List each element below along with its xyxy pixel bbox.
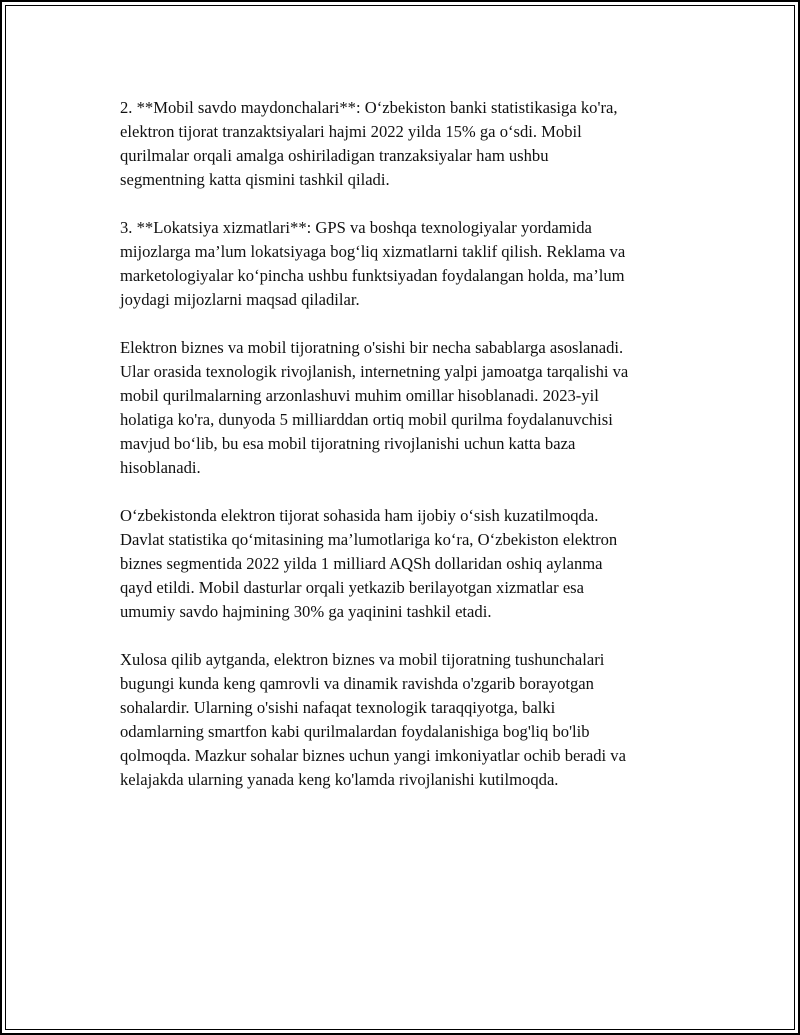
text-line: odamlarning smartfon kabi qurilmalardan foydalanishiga bog'liq bo'lib xyxy=(120,722,590,741)
text-line: hisoblanadi. xyxy=(120,458,201,477)
text-line: sohalardir. Ularning o'sishi nafaqat texnologik taraqqiyotga, balki xyxy=(120,698,556,717)
text-line: holatiga ko'ra, dunyoda 5 milliarddan ortiq mobil qurilma foydalanuvchisi xyxy=(120,410,613,429)
text-line: mijozlarga ma’lum lokatsiyaga bog‘liq xizmatlarni taklif qilish. Reklama va xyxy=(120,242,626,261)
text-line: elektron tijorat tranzaktsiyalari hajmi 2022 yilda 15% ga o‘sdi. Mobil xyxy=(120,122,582,141)
text-line: marketologiyalar ko‘pincha ushbu funktsiyadan foydalangan holda, ma’lum xyxy=(120,266,625,285)
text-line: O‘zbekistonda elektron tijorat sohasida ham ijobiy o‘sish kuzatilmoqda. xyxy=(120,506,599,525)
text-line: bugungi kunda keng qamrovli va dinamik ravishda o'zgarib borayotgan xyxy=(120,674,594,693)
text-line: Xulosa qilib aytganda, elektron biznes va mobil tijoratning tushunchalari xyxy=(120,650,605,669)
text-line: qayd etildi. Mobil dasturlar orqali yetkazib berilayotgan xizmatlar esa xyxy=(120,578,585,597)
text-line: qolmoqda. Mazkur sohalar biznes uchun yangi imkoniyatlar ochib beradi va xyxy=(120,746,626,765)
text-line: Ular orasida texnologik rivojlanish, internetning yalpi jamoatga tarqalishi va xyxy=(120,362,629,381)
text-line: mavjud bo‘lib, bu esa mobil tijoratning rivojlanishi uchun katta baza xyxy=(120,434,576,453)
text-line: qurilmalar orqali amalga oshiriladigan tranzaksiyalar ham ushbu xyxy=(120,146,549,165)
text-line: mobil qurilmalarning arzonlashuvi muhim omillar hisoblanadi. 2023-yil xyxy=(120,386,599,405)
text-line: Elektron biznes va mobil tijoratning o'sishi bir necha sabablarga asoslanadi. xyxy=(120,338,624,357)
text-line: kelajakda ularning yanada keng ko'lamda rivojlanishi kutilmoqda. xyxy=(120,770,559,789)
text-line: joydagi mijozlarni maqsad qiladilar. xyxy=(120,290,360,309)
text-line: umumiy savdo hajmining 30% ga yaqinini tashkil etadi. xyxy=(120,602,492,621)
text-line: biznes segmentida 2022 yilda 1 milliard AQSh dollaridan oshiq aylanma xyxy=(120,554,603,573)
text-line: 2. **Mobil savdo maydonchalari**: O‘zbekiston banki statistikasiga ko'ra, xyxy=(120,98,618,117)
text-line: segmentning katta qismini tashkil qiladi. xyxy=(120,170,390,189)
paragraph-conclusion xyxy=(120,648,695,792)
paragraph-growth-reasons xyxy=(120,336,695,480)
document-body xyxy=(120,96,695,816)
text-line: 3. **Lokatsiya xizmatlari**: GPS va boshqa texnologiyalar yordamida xyxy=(120,218,592,237)
paragraph-mobile-trading-platforms xyxy=(120,96,695,192)
text-line: Davlat statistika qo‘mitasining ma’lumotlariga ko‘ra, O‘zbekiston elektron xyxy=(120,530,618,549)
paragraph-uzbekistan-ecommerce xyxy=(120,504,695,624)
paragraph-location-services xyxy=(120,216,695,312)
